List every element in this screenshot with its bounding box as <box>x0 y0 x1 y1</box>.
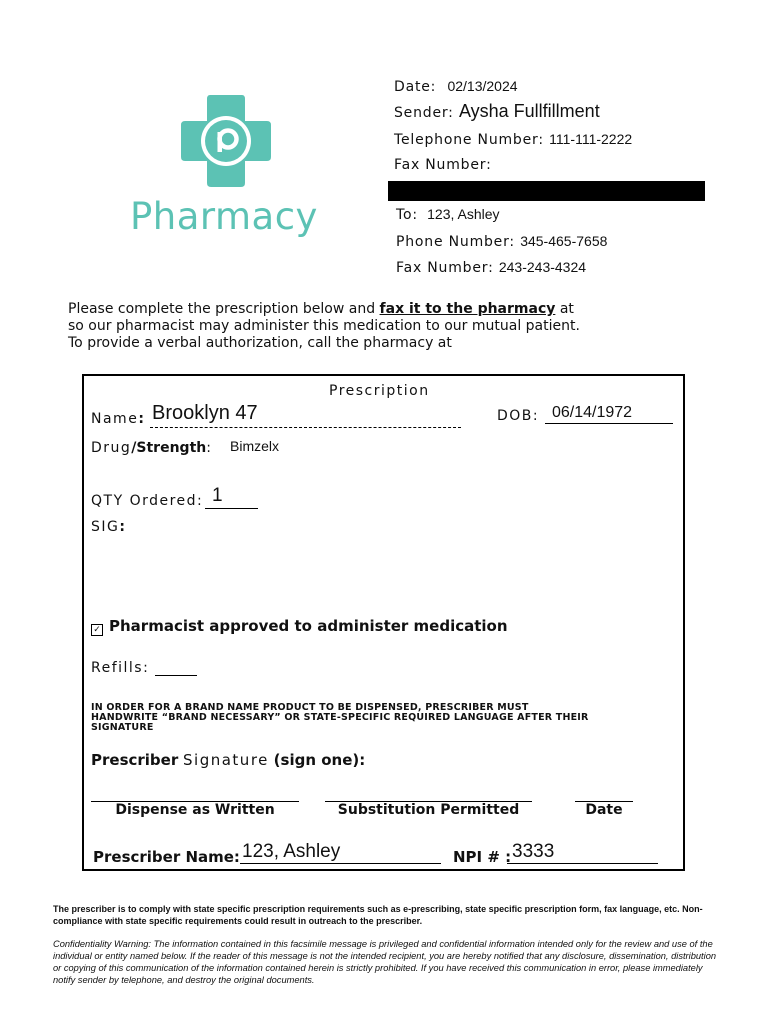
header-fax <box>394 157 492 173</box>
qty-field[interactable]: 1 <box>212 485 223 506</box>
npi-label: NPI # : <box>453 848 512 866</box>
sig-label: SIG <box>91 519 120 535</box>
approved-checkbox[interactable]: ✓ <box>91 624 103 636</box>
intro-line1: Please complete the prescription below and <box>68 301 380 317</box>
redaction-bar <box>388 181 705 201</box>
intro-line3: To provide a verbal authorization, call the pharmacy at <box>68 335 452 351</box>
approved-row <box>91 617 508 635</box>
sig-label-wrap: SIG: <box>91 519 125 535</box>
name-field[interactable]: Brooklyn 47 <box>152 402 258 424</box>
to-label: To: <box>396 207 418 223</box>
prescriber-word: Prescriber <box>91 751 179 769</box>
drug-label: Drug <box>91 440 132 456</box>
sender-value: Aysha Fullfillment <box>458 101 600 121</box>
dob-label: DOB: <box>497 408 540 424</box>
prescriber-name-label: Prescriber Name: <box>93 848 240 866</box>
logo-wordmark: Pharmacy <box>130 195 318 238</box>
intro-line1-end: at <box>555 301 574 317</box>
dob-field[interactable]: 06/14/1972 <box>552 404 633 421</box>
npi-field[interactable]: 3333 <box>512 841 555 862</box>
brand-notice: IN ORDER FOR A BRAND NAME PRODUCT TO BE DISPENSED, PRESCRIBER MUST HANDWRITE “BRAND NECESSARY” OR STATE-SPECIFIC REQUIRED LANGUAGE AFTER THEIR SIGNATURE <box>91 702 589 733</box>
substitution-label: Substitution Permitted <box>337 802 520 818</box>
dob-underline <box>545 422 673 424</box>
qty-underline <box>205 507 258 509</box>
sign-one-word: (sign one): <box>273 751 366 769</box>
strength-label: /Strength <box>131 440 207 456</box>
intro-text <box>68 301 628 352</box>
header-date <box>394 78 518 95</box>
drug-field[interactable]: Bimzelx <box>230 438 280 454</box>
pharmacy-cross-logo-icon <box>181 95 271 187</box>
approved-label: Pharmacist approved to administer medication <box>109 617 508 635</box>
intro-line2: so our pharmacist may administer this medication to our mutual patient. <box>68 318 580 334</box>
to-fax-label: Fax Number: <box>396 260 494 276</box>
header-phone <box>396 233 607 250</box>
confidentiality-warning: Confidentiality Warning: The information contained in this facsimile message is privileged and confidential information intended only for the review and use of the individual or entity named below. If the reader of this message is not the intended recipient, you are hereby notified that any disclosure, dissemination, distribution or copying of this communication of the information contained herein is strictly prohibited. If you have received this communication in error, please immediately notify sender by telephone, and destroy the original documents. <box>53 939 717 985</box>
drug-label-wrap: Drug/Strength: <box>91 440 213 456</box>
header-sender <box>394 101 600 122</box>
to-fax-value: 243-243-4324 <box>498 259 587 275</box>
name-label-wrap: Name: <box>91 411 144 427</box>
qty-label: QTY Ordered: <box>91 493 204 509</box>
compliance-notice: The prescriber is to comply with state specific prescription requirements such as e-prescribing, state specific prescription form, fax language, etc. Non-compliance with state specific requirements could result in outreach to the prescriber. <box>53 904 703 926</box>
sender-label: Sender: <box>394 105 454 121</box>
phone-label: Phone Number: <box>396 234 515 250</box>
telephone-value: 111-111-2222 <box>549 131 633 147</box>
fax-pharmacy-link[interactable]: fax it to the pharmacy <box>379 301 556 317</box>
header-to-fax <box>396 259 586 276</box>
phone-value: 345-465-7658 <box>520 233 608 249</box>
refills-label: Refills: <box>91 660 150 676</box>
refills-underline[interactable] <box>155 674 197 676</box>
date-value: 02/13/2024 <box>447 78 518 94</box>
dispense-label: Dispense as Written <box>115 802 275 818</box>
name-label: Name <box>91 411 139 427</box>
date-label: Date: <box>394 79 437 95</box>
prescriber-name-field[interactable]: 123, Ashley <box>242 841 341 862</box>
to-value: 123, Ashley <box>427 206 500 222</box>
prescription-title: Prescription <box>329 383 430 399</box>
signature-word: Signature <box>183 751 269 769</box>
signature-heading <box>91 751 365 769</box>
telephone-label: Telephone Number: <box>394 132 544 148</box>
header-telephone <box>394 131 632 148</box>
fax-label: Fax Number: <box>394 157 492 173</box>
sig-date-label: Date <box>585 802 623 818</box>
header-to <box>396 206 500 223</box>
